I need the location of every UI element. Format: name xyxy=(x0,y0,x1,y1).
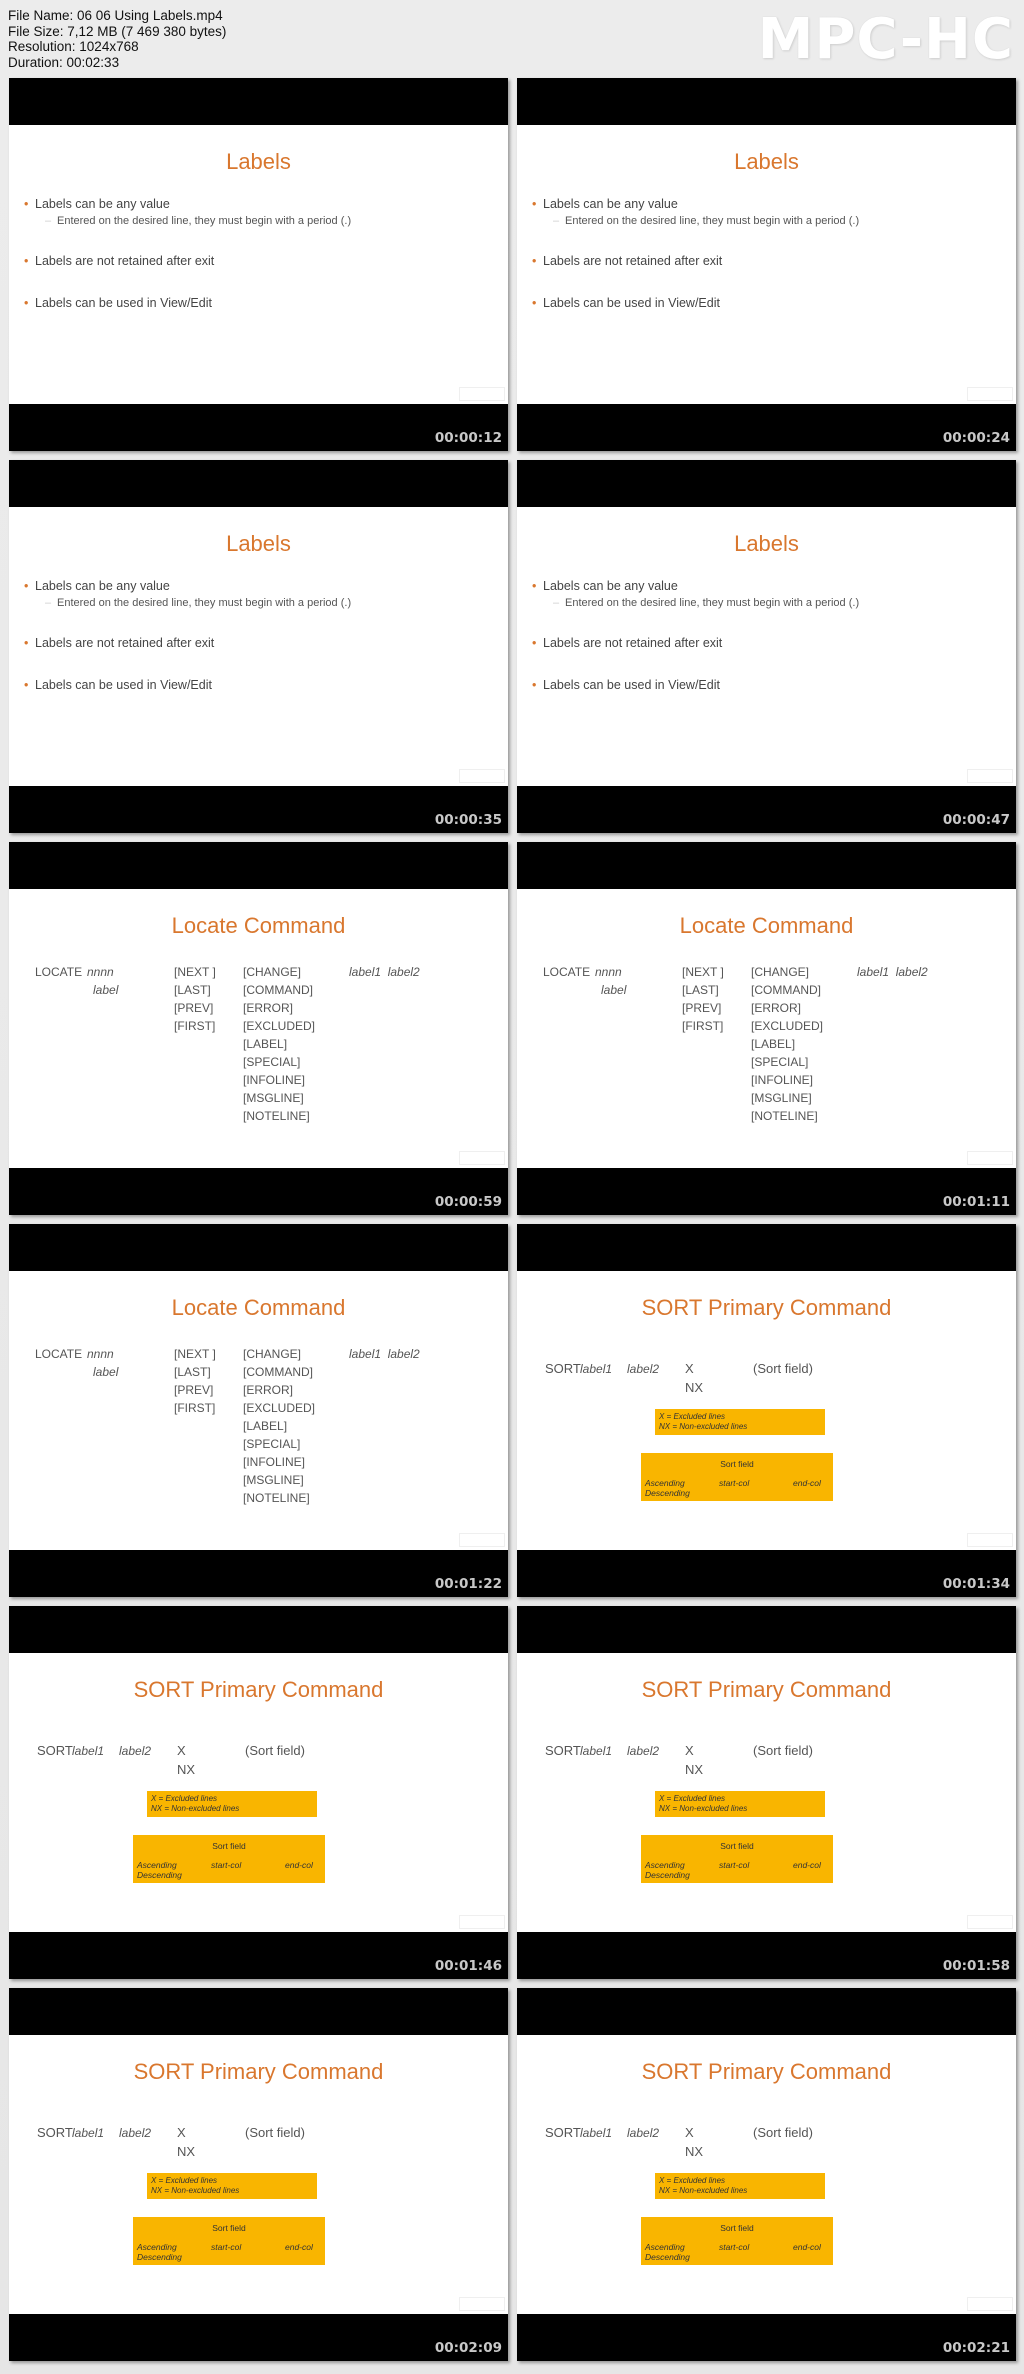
bullet-sub-period: – Entered on the desired line, they must begin with a period (.) xyxy=(565,597,859,609)
bullet-sub-period: – Entered on the desired line, they must begin with a period (.) xyxy=(57,597,351,609)
sort-nx: NX xyxy=(177,1762,196,1777)
slide-frame xyxy=(517,507,1016,786)
dir-item: [LAST] xyxy=(174,983,211,997)
dir-item: [NEXT ] xyxy=(682,965,724,979)
sort-label1: label1 xyxy=(72,2126,105,2140)
watermark-logo xyxy=(967,1915,1013,1929)
sort-nx: NX xyxy=(685,2144,704,2159)
sort-field-heading: Sort field xyxy=(720,1841,754,1851)
type-item: [EXCLUDED] xyxy=(243,1401,316,1415)
dir-item: [LAST] xyxy=(174,1365,211,1379)
locate-types xyxy=(243,963,315,1125)
type-item: [COMMAND] xyxy=(243,983,313,997)
slide-title: Labels xyxy=(734,149,799,174)
timestamp: 00:00:47 xyxy=(942,812,1010,828)
timestamp: 00:01:58 xyxy=(942,1958,1010,1974)
file-name: File Name: 06 06 Using Labels.mp4 xyxy=(8,8,223,23)
type-item: [COMMAND] xyxy=(751,983,821,997)
slide-title: Labels xyxy=(226,531,291,556)
watermark-logo xyxy=(459,1151,505,1165)
slide-title: Labels xyxy=(226,149,291,174)
sort-nx: NX xyxy=(685,1380,704,1395)
bullet-not-retained: • Labels are not retained after exit xyxy=(35,636,214,650)
sort-field-heading: Sort field xyxy=(212,2223,246,2233)
type-item: [CHANGE] xyxy=(243,1347,302,1361)
sort-label2: label2 xyxy=(627,2126,660,2140)
bullet-sub-period: – Entered on the desired line, they must begin with a period (.) xyxy=(57,215,351,227)
type-item: [ERROR] xyxy=(243,1001,294,1015)
locate-nnnn: nnnn xyxy=(87,1347,114,1361)
watermark-logo xyxy=(967,1533,1013,1547)
timestamp: 00:00:59 xyxy=(434,1194,502,1210)
thumbnail-locate xyxy=(9,1224,508,1597)
locate-range: label1 label2 xyxy=(349,965,420,979)
descending-label: Descending xyxy=(645,1488,690,1498)
timestamp: 00:00:12 xyxy=(434,430,502,446)
end-col-label: end-col xyxy=(285,1860,313,1870)
sort-field-box xyxy=(133,2217,325,2265)
ascending-label: Ascending xyxy=(645,1860,685,1870)
locate-range: label1 label2 xyxy=(857,965,928,979)
locate-label: label xyxy=(93,983,119,997)
sort-label2: label2 xyxy=(627,1362,660,1376)
excluded-legend-box xyxy=(147,2173,317,2199)
bullet-view-edit: • Labels can be used in View/Edit xyxy=(543,296,720,310)
thumbnail-sort xyxy=(9,1606,508,1979)
type-item: [ERROR] xyxy=(751,1001,802,1015)
sort-x: X xyxy=(685,2125,694,2140)
mpc-hc-logo: MPC-HC xyxy=(757,7,1014,72)
bullet-not-retained: • Labels are not retained after exit xyxy=(35,254,214,268)
bullet-view-edit: • Labels can be used in View/Edit xyxy=(35,678,212,692)
thumbnail-labels xyxy=(9,78,508,451)
type-item: [INFOLINE] xyxy=(243,1455,306,1469)
thumbnail-locate xyxy=(9,842,508,1215)
locate-directions xyxy=(682,963,724,1035)
locate-keyword: LOCATE xyxy=(35,1347,83,1361)
sort-field: (Sort field) xyxy=(753,1743,813,1758)
file-size: File Size: 7,12 MB (7 469 380 bytes) xyxy=(8,23,227,39)
sort-label1: label1 xyxy=(580,1362,613,1376)
descending-label: Descending xyxy=(137,2252,182,2262)
bullet-any-value: • Labels can be any value xyxy=(35,197,170,211)
type-item: [LABEL] xyxy=(243,1037,288,1051)
slide-title: Locate Command xyxy=(171,913,346,938)
thumbnail-grid xyxy=(9,78,1016,2361)
descending-label: Descending xyxy=(137,1870,182,1880)
sort-keyword: SORT xyxy=(545,1743,581,1758)
sort-x: X xyxy=(685,1743,694,1758)
sort-field-box xyxy=(641,2217,833,2265)
sort-field-heading: Sort field xyxy=(720,1459,754,1469)
thumbnail-sort xyxy=(517,1224,1016,1597)
sort-x: X xyxy=(685,1361,694,1376)
sort-keyword: SORT xyxy=(545,2125,581,2140)
start-col-label: start-col xyxy=(719,1860,750,1870)
timestamp: 00:02:09 xyxy=(434,2340,502,2356)
watermark-logo xyxy=(459,2297,505,2311)
slide-frame xyxy=(517,1271,1016,1550)
type-item: [EXCLUDED] xyxy=(751,1019,824,1033)
excluded-line: X = Excluded lines xyxy=(151,2176,218,2185)
sort-label2: label2 xyxy=(119,2126,152,2140)
thumbnail-labels xyxy=(517,78,1016,451)
bullet-sub-period: – Entered on the desired line, they must begin with a period (.) xyxy=(565,215,859,227)
locate-nnnn: nnnn xyxy=(87,965,114,979)
end-col-label: end-col xyxy=(793,2242,821,2252)
excluded-legend-box xyxy=(655,1791,825,1817)
sort-field-box xyxy=(641,1835,833,1883)
bullet-not-retained: • Labels are not retained after exit xyxy=(543,636,722,650)
ascending-label: Ascending xyxy=(137,2242,177,2252)
type-item: [COMMAND] xyxy=(243,1365,313,1379)
sort-keyword: SORT xyxy=(37,1743,73,1758)
type-item: [NOTELINE] xyxy=(243,1491,310,1505)
thumbnail-locate xyxy=(517,842,1016,1215)
sort-field-heading: Sort field xyxy=(212,1841,246,1851)
thumbnail-sort xyxy=(517,1988,1016,2361)
dir-item: [NEXT ] xyxy=(174,965,216,979)
slide-frame xyxy=(517,2035,1016,2314)
locate-directions xyxy=(174,1345,216,1417)
type-item: [NOTELINE] xyxy=(751,1109,818,1123)
locate-keyword: LOCATE xyxy=(35,965,83,979)
watermark-logo xyxy=(459,769,505,783)
non-excluded-line: NX = Non-excluded lines xyxy=(659,1804,748,1813)
slide-frame xyxy=(9,125,508,404)
bullet-any-value: • Labels can be any value xyxy=(543,579,678,593)
start-col-label: start-col xyxy=(211,2242,242,2252)
slide-frame xyxy=(9,2035,508,2314)
type-item: [ERROR] xyxy=(243,1383,294,1397)
excluded-legend-box xyxy=(655,1409,825,1435)
sort-x: X xyxy=(177,2125,186,2140)
type-item: [SPECIAL] xyxy=(243,1437,301,1451)
timestamp: 00:02:21 xyxy=(942,2340,1010,2356)
slide-frame xyxy=(517,1653,1016,1932)
slide-frame xyxy=(9,507,508,786)
dir-item: [PREV] xyxy=(174,1383,214,1397)
non-excluded-line: NX = Non-excluded lines xyxy=(151,2186,240,2195)
bullet-any-value: • Labels can be any value xyxy=(543,197,678,211)
watermark-logo xyxy=(459,1533,505,1547)
file-info xyxy=(8,8,226,70)
ascending-label: Ascending xyxy=(645,2242,685,2252)
sort-field: (Sort field) xyxy=(245,2125,305,2140)
sort-label2: label2 xyxy=(119,1744,152,1758)
excluded-line: X = Excluded lines xyxy=(659,1794,726,1803)
timestamp: 00:01:46 xyxy=(434,1958,502,1974)
slide-frame xyxy=(9,1653,508,1932)
excluded-legend-box xyxy=(147,1791,317,1817)
slide-title: SORT Primary Command xyxy=(641,1295,892,1320)
non-excluded-line: NX = Non-excluded lines xyxy=(659,1422,748,1431)
type-item: [MSGLINE] xyxy=(243,1091,304,1105)
dir-item: [PREV] xyxy=(682,1001,722,1015)
descending-label: Descending xyxy=(645,1870,690,1880)
slide-title: SORT Primary Command xyxy=(641,1677,892,1702)
dir-item: [FIRST] xyxy=(174,1019,216,1033)
dir-item: [PREV] xyxy=(174,1001,214,1015)
watermark-logo xyxy=(459,1915,505,1929)
locate-nnnn: nnnn xyxy=(595,965,622,979)
sort-field-box xyxy=(641,1453,833,1501)
slide-frame xyxy=(9,1271,508,1550)
end-col-label: end-col xyxy=(793,1860,821,1870)
non-excluded-line: NX = Non-excluded lines xyxy=(151,1804,240,1813)
slide-frame xyxy=(9,889,508,1168)
watermark-logo xyxy=(459,387,505,401)
descending-label: Descending xyxy=(645,2252,690,2262)
sort-keyword: SORT xyxy=(545,1361,581,1376)
excluded-line: X = Excluded lines xyxy=(659,2176,726,2185)
excluded-legend-box xyxy=(655,2173,825,2199)
sort-keyword: SORT xyxy=(37,2125,73,2140)
slide-title: SORT Primary Command xyxy=(133,1677,384,1702)
sort-nx: NX xyxy=(685,1762,704,1777)
type-item: [CHANGE] xyxy=(751,965,810,979)
watermark-logo xyxy=(967,1151,1013,1165)
sort-label1: label1 xyxy=(580,2126,613,2140)
slide-frame xyxy=(517,889,1016,1168)
thumbnail-sort xyxy=(9,1988,508,2361)
locate-label: label xyxy=(93,1365,119,1379)
duration: Duration: 00:02:33 xyxy=(8,54,120,70)
dir-item: [FIRST] xyxy=(682,1019,724,1033)
type-item: [SPECIAL] xyxy=(751,1055,809,1069)
locate-keyword: LOCATE xyxy=(543,965,591,979)
sort-label1: label1 xyxy=(72,1744,105,1758)
excluded-line: X = Excluded lines xyxy=(659,1412,726,1421)
timestamp: 00:00:24 xyxy=(942,430,1010,446)
bullet-any-value: • Labels can be any value xyxy=(35,579,170,593)
ascending-label: Ascending xyxy=(645,1478,685,1488)
start-col-label: start-col xyxy=(719,2242,750,2252)
sort-label2: label2 xyxy=(627,1744,660,1758)
watermark-logo xyxy=(967,2297,1013,2311)
type-item: [INFOLINE] xyxy=(243,1073,306,1087)
sort-x: X xyxy=(177,1743,186,1758)
timestamp: 00:01:11 xyxy=(942,1194,1010,1210)
dir-item: [LAST] xyxy=(682,983,719,997)
sort-nx: NX xyxy=(177,2144,196,2159)
sort-field-box xyxy=(133,1835,325,1883)
start-col-label: start-col xyxy=(211,1860,242,1870)
end-col-label: end-col xyxy=(285,2242,313,2252)
type-item: [MSGLINE] xyxy=(243,1473,304,1487)
thumbnail-labels xyxy=(517,460,1016,833)
sort-label1: label1 xyxy=(580,1744,613,1758)
timestamp: 00:01:22 xyxy=(434,1576,502,1592)
watermark-logo xyxy=(967,387,1013,401)
type-item: [NOTELINE] xyxy=(243,1109,310,1123)
sort-field: (Sort field) xyxy=(753,2125,813,2140)
sort-field: (Sort field) xyxy=(753,1361,813,1376)
locate-label: label xyxy=(601,983,627,997)
locate-types xyxy=(243,1345,315,1507)
type-item: [SPECIAL] xyxy=(243,1055,301,1069)
locate-types xyxy=(751,963,823,1125)
type-item: [LABEL] xyxy=(243,1419,288,1433)
bullet-view-edit: • Labels can be used in View/Edit xyxy=(543,678,720,692)
slide-title: SORT Primary Command xyxy=(641,2059,892,2084)
sort-field-heading: Sort field xyxy=(720,2223,754,2233)
dir-item: [FIRST] xyxy=(174,1401,216,1415)
end-col-label: end-col xyxy=(793,1478,821,1488)
ascending-label: Ascending xyxy=(137,1860,177,1870)
slide-title: Labels xyxy=(734,531,799,556)
bullet-not-retained: • Labels are not retained after exit xyxy=(543,254,722,268)
non-excluded-line: NX = Non-excluded lines xyxy=(659,2186,748,2195)
bullet-view-edit: • Labels can be used in View/Edit xyxy=(35,296,212,310)
timestamp: 00:00:35 xyxy=(434,812,502,828)
sort-field: (Sort field) xyxy=(245,1743,305,1758)
start-col-label: start-col xyxy=(719,1478,750,1488)
thumbnail-labels xyxy=(9,460,508,833)
locate-range: label1 label2 xyxy=(349,1347,420,1361)
resolution: Resolution: 1024x768 xyxy=(8,39,139,54)
type-item: [LABEL] xyxy=(751,1037,796,1051)
watermark-logo xyxy=(967,769,1013,783)
slide-frame xyxy=(517,125,1016,404)
type-item: [INFOLINE] xyxy=(751,1073,814,1087)
excluded-line: X = Excluded lines xyxy=(151,1794,218,1803)
locate-directions xyxy=(174,963,216,1035)
type-item: [EXCLUDED] xyxy=(243,1019,316,1033)
thumbnail-sort xyxy=(517,1606,1016,1979)
dir-item: [NEXT ] xyxy=(174,1347,216,1361)
slide-title: SORT Primary Command xyxy=(133,2059,384,2084)
timestamp: 00:01:34 xyxy=(942,1576,1010,1592)
slide-title: Locate Command xyxy=(171,1295,346,1320)
slide-title: Locate Command xyxy=(679,913,854,938)
type-item: [CHANGE] xyxy=(243,965,302,979)
type-item: [MSGLINE] xyxy=(751,1091,812,1105)
